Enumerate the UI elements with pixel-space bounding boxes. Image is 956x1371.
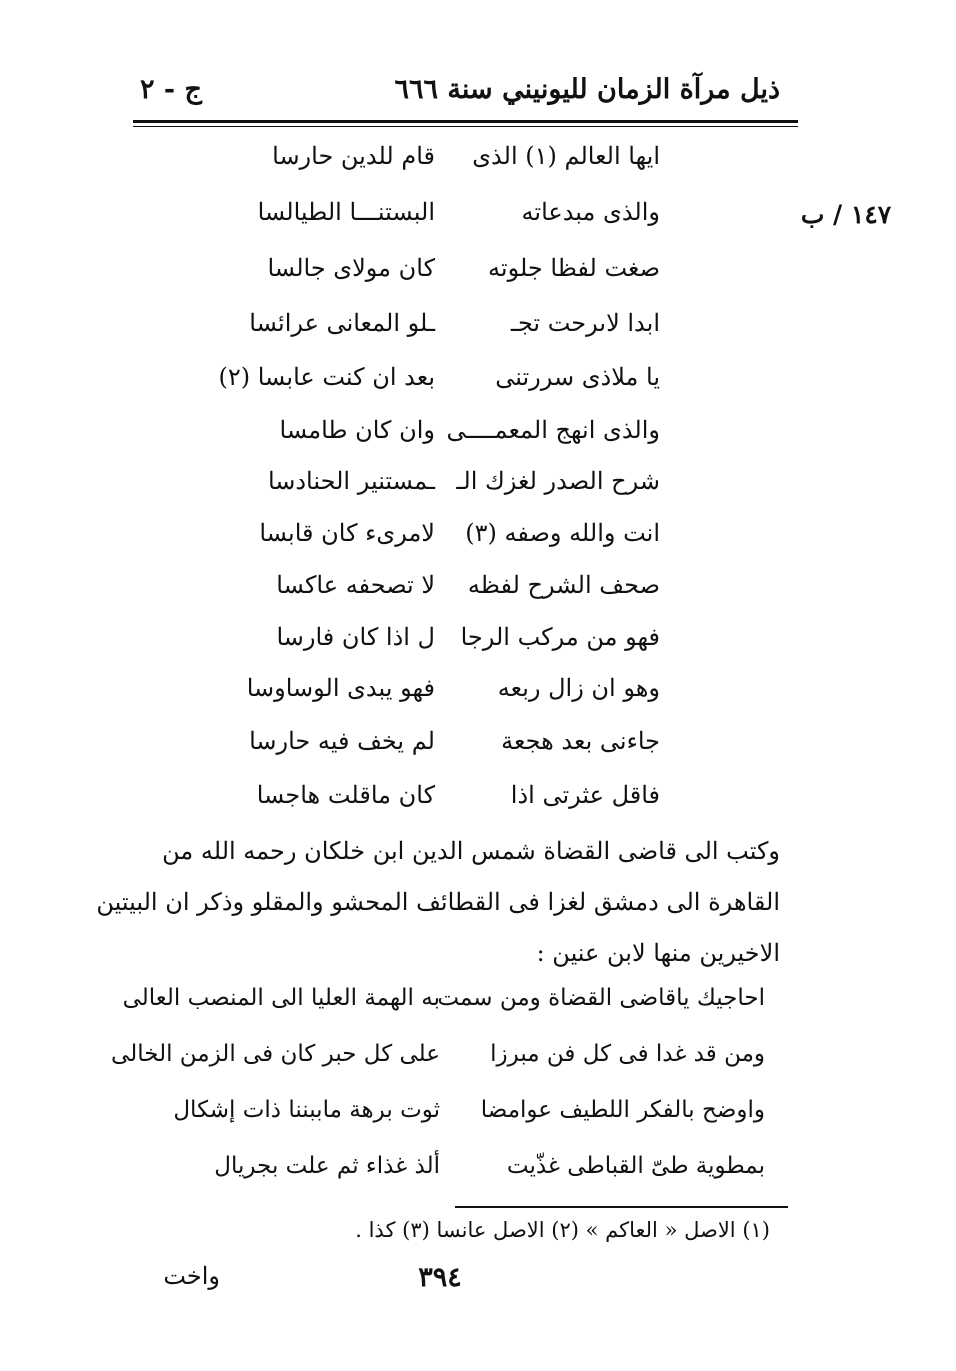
verse-line [250,617,660,657]
verse-line [122,976,765,1020]
verse-first-hemistich: ابدا لاىرحت تجـ [510,309,660,337]
header-rule-thin [133,126,798,127]
verse-line [140,1088,765,1132]
verse-second-hemistich: كان ماقلت هاجسا [256,781,435,809]
verse-first-hemistich: شرح الصدر لغزك الـ [456,467,660,495]
verse-line [218,357,660,397]
verse-line [250,461,660,501]
verse-second-hemistich: لا تصحفه عاكسا [276,571,435,599]
verse-first-hemistich: والذى مبدعاته [521,198,660,226]
verse-second-hemistich: لامرىء كان قابسا [259,519,435,547]
verse-first-hemistich: ومن قد غدا فى كل فن مبرزا [490,1041,765,1067]
verse-second-hemistich: البستنـــا الطيالسا [257,198,435,226]
footnote-rule [455,1206,788,1208]
verse-first-hemistich: يا ملاذى سررتنى [495,363,660,391]
verse-first-hemistich: احاجيك ياقاضى القضاة ومن سمت [437,985,765,1011]
verse-second-hemistich: بعد ان كنت عابسا (٢) [218,363,435,391]
verse-first-hemistich: بمطوية طىّ القباطى غذّيت [506,1153,765,1179]
verse-first-hemistich: فاقل عثرتى اذا [510,781,660,809]
header-volume: ج - ٢ [140,74,202,105]
verse-line [250,136,660,176]
header-title: ذيل مرآة الزمان لليونيني سنة ٦٦٦ [394,74,780,105]
verse-first-hemistich: ايها العالم (١) الذى [472,142,660,170]
catchword: واخت [163,1262,220,1290]
verse-line [250,775,660,815]
verse-first-hemistich: والذى انهج المعمــــى [446,416,660,444]
page-number: ٣٩٤ [418,1262,462,1293]
header-rule-thick [133,120,798,123]
running-header [140,68,780,116]
verse-second-hemistich: ل اذا كان فارسا [276,623,435,651]
verse-line [250,192,660,232]
verse-line [250,565,660,605]
verse-first-hemistich: واوضح بالفكر اللطيف عوامضا [480,1097,765,1123]
verse-second-hemistich: ـمستنير الحنادسا [267,467,435,495]
verse-line [250,303,660,343]
verse-second-hemistich: على كل حبر كان فى الزمن الخالى [111,1041,440,1067]
verse-line [250,248,660,288]
verse-second-hemistich: قام للدين حارسا [272,142,435,170]
verse-first-hemistich: صغت لفظا جلوته [488,254,660,282]
verse-first-hemistich: جاءنى بعد هجعة [501,727,660,755]
verse-line [250,410,660,450]
footnotes: (١) الاصل « العاكم » (٢) الاصل عانسا (٣) كذا . [355,1218,770,1242]
verse-second-hemistich: ـلو المعانى عرائسا [249,309,435,337]
verse-second-hemistich: ألذ غذاء ثم علت بجريال [214,1153,440,1179]
verse-line [140,1144,765,1188]
verse-line [111,1032,765,1076]
verse-second-hemistich: به الهمة العليا الى المنصب العالى [122,985,440,1011]
prose-line: الاخيرين منها لابن عنين : [536,939,780,967]
verse-line [250,513,660,553]
verse-second-hemistich: وان كان طامسا [279,416,435,444]
verse-first-hemistich: انت والله وصفه (٣) [465,519,660,547]
prose-paragraph [96,826,780,979]
verse-line [246,668,660,708]
prose-line: القاهرة الى دمشق لغزا فى القطائف المحشو والمقلو وذكر ان البيتين [96,888,780,916]
verse-second-hemistich: فهو يبدى الوساوسا [246,674,435,702]
verse-first-hemistich: وهو ان زال ربعه [497,674,660,702]
verse-first-hemistich: فهو من مركب الرجا [460,623,660,651]
verse-second-hemistich: لم يخف فيه حارسا [249,727,435,755]
verse-second-hemistich: ثوت برهة ماببننا ذات إشكال [173,1097,440,1123]
margin-folio-note: ١٤٧ / ب [800,200,892,229]
prose-line: وكتب الى قاضى القضاة شمس الدين ابن خلكان رحمه الله من [162,837,780,865]
verse-second-hemistich: كان مولاى جالسا [267,254,435,282]
verse-line [250,721,660,761]
verse-first-hemistich: صحف الشرح لفظه [467,571,660,599]
